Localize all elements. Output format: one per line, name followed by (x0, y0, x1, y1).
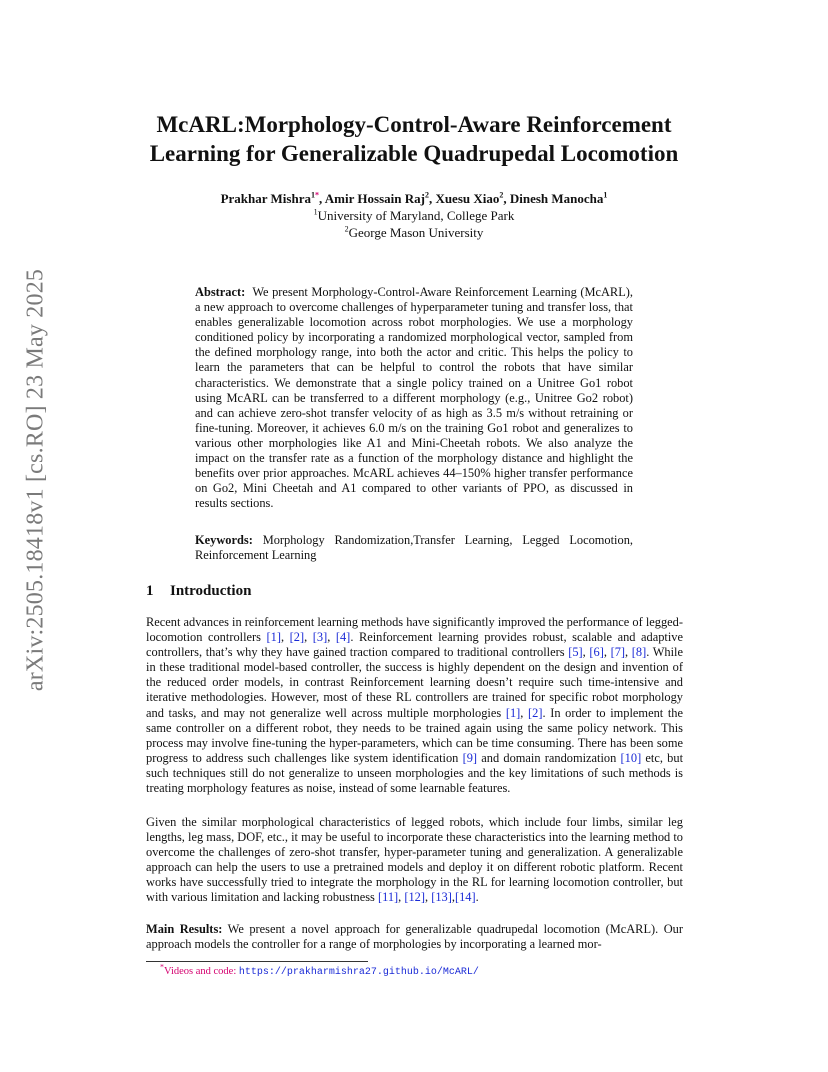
affiliation-1: $^1$University of Maryland, College Park (313, 207, 515, 223)
intro-paragraph-1: Recent advances in reinforcement learning methods have significantly improved the performance of legged-locomotion controllers [1], [2], [3], [4]. Reinforcement learning provides robust, scalable and adaptive controllers, that’s why they have gained traction compared to traditional controllers [5], [6], [7], [8]. While in these traditional model-based controller, the success is highly dependent on the design and invention of the reduced order models, in contrast Reinforcement learning doesn’t require such time-intensive and iterative methodologies. However, most of these RL controllers are trained for specific robot morphology and tasks, and may not generalize well across multiple morphologies [1], [2]. In order to implement the same controller on a different robot, they needs to be trained again using the same policy network. This process may involve fine-tuning the hyper-parameters, which can be time consuming. There has been some progress to address such challenges like system identification [9] and domain randomization [10] etc, but such techniques still do not generalize to unseen morphologies and the key limitations of such methods is treating morphology features as noise, instead of some learnable features. (146, 615, 684, 796)
author-2-affiliation: 2 (424, 190, 429, 200)
citation-link[interactable]: [3] (312, 630, 328, 645)
footnote-label: Videos and code: (164, 966, 239, 977)
author-4: Dinesh Manocha (509, 191, 604, 206)
citation-link[interactable]: [7] (610, 645, 626, 660)
keywords-label: Keywords: (195, 533, 253, 547)
keywords-text: Morphology Randomization,Transfer Learning, Legged Locomotion, Reinforcement Learning (195, 533, 633, 563)
paper-title: McARL:Morphology-Control-Aware Reinforcement Learning for Generalizable Quadrupedal Locomotion (149, 112, 679, 166)
abstract (195, 285, 633, 511)
intro-paragraph-2: Given the similar morphological characteristics of legged robots, which include four limbs, similar leg lengths, leg mass, DOF, etc., it may be useful to incorporate these characteristics into the learning method to overcome the challenges of zero-shot transfer, hyper-parameter tuning and generalization. A generalizable approach can help the users to use a pretrained models and deploy it on different robotic platform. Recent works have successfully tried to integrate the morphology in the RL for learning locomotion controller, but with various limitation and lacking robustness [11], [12], [13],[14]. (146, 815, 683, 905)
author-block (130, 190, 698, 241)
arxiv-side-identifier: arXiv:2505.18418v1 [cs.RO] 23 May 2025 (22, 268, 49, 692)
citation-link[interactable]: [11] (377, 890, 399, 905)
author-names: Prakhar Mishra$^{1*}$, Amir Hossain Raj$^2$, Xuesu Xiao$^2$, Dinesh Manocha$^1$ (220, 190, 608, 206)
citation-link[interactable]: [5] (568, 645, 583, 660)
citation-link[interactable]: [9] (462, 750, 478, 765)
citation-link[interactable]: [8] (631, 645, 647, 660)
footnote (160, 962, 479, 979)
footnote-mark: * (160, 962, 164, 972)
section-heading-introduction (146, 583, 251, 600)
author-3: Xuesu Xiao (435, 191, 500, 206)
citation-link[interactable]: [13] (431, 890, 452, 905)
citation-link[interactable]: [4] (335, 630, 351, 645)
project-url-link[interactable]: https://prakharmishra27.github.io/McARL/ (238, 967, 479, 978)
affiliation-2: $^2$George Mason University (344, 224, 484, 240)
citation-link[interactable]: [1] (266, 630, 281, 645)
citation-link[interactable]: [6] (589, 645, 604, 660)
citation-link[interactable]: [2] (528, 705, 543, 720)
main-results-label: Main Results: (146, 922, 223, 936)
main-results-paragraph: Main Results: We present a novel approach for generalizable quadrupedal locomotion (McARL). Our approach models the controller for a range of morphologies by incorporating a learned mor- (146, 922, 683, 952)
author-3-affiliation: 2 (499, 190, 504, 200)
citation-link[interactable]: [1] (505, 705, 521, 720)
footnote-rule (146, 961, 368, 962)
author-1-footnote-mark[interactable]: * (314, 190, 319, 200)
author-2: Amir Hossain Raj (324, 191, 425, 206)
citation-link[interactable]: [14] (454, 890, 476, 905)
citation-link[interactable]: [10] (620, 750, 642, 765)
keywords (195, 533, 633, 563)
section-title: Introduction (170, 583, 252, 599)
abstract-label: Abstract: (195, 285, 246, 299)
author-1: Prakhar Mishra (220, 191, 311, 206)
author-4-affiliation: 1 (603, 190, 608, 200)
abstract-text: We present Morphology-Control-Aware Reinforcement Learning (McARL), a new approach to overcome challenges of hyperparameter tuning and transfer loss, that enables generalizable locomotion across robot morphologies. We use a morphology conditioned policy by incorporating a randomized morphological vector, sampled from the defined morphology range, into both the actor and critic. This helps the policy to learn the parameters that can be helpful to control the robots that have similar characteristics. We demonstrate that a single policy trained on a Unitree Go1 robot using McARL can be transferred to a different morphology (e.g., Unitree Go2 robot) and can achieve zero-shot transfer velocity of as high as 3.5 m/s without retraining or fine-tuning. Moreover, it achieves 6.0 m/s on the training Go1 robot and generalizes to various other morphologies like A1 and Mini-Cheetah robots. We also analyze the impact on the transfer rate as a function of the morphology distance and highlight the benefits over prior approaches. McARL achieves 44–150% higher transfer performance on Go2, Mini Cheetah and A1 compared to other variants of PPO, as discussed in results sections. (195, 285, 633, 511)
citation-link[interactable]: [2] (289, 630, 305, 645)
citation-link[interactable]: [12] (404, 890, 425, 905)
section-number: 1 (146, 583, 154, 599)
author-1-affiliation: 1 (310, 190, 315, 200)
